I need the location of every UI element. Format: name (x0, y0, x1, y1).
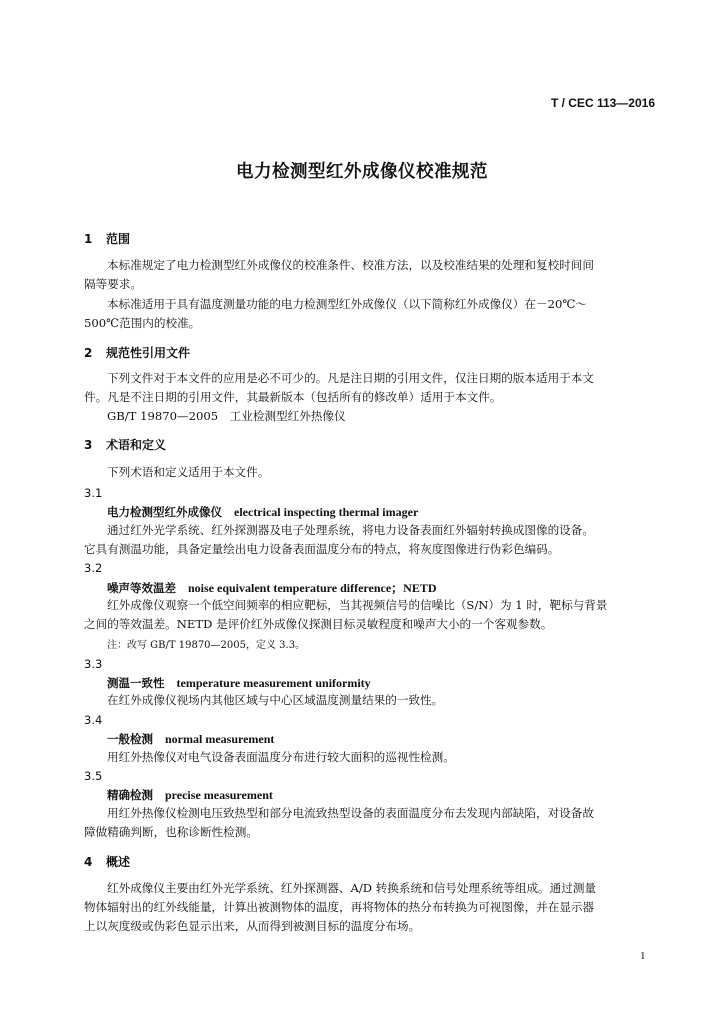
subsection-number: 3.5 (84, 769, 103, 783)
paragraph-line: 之间的等效温差。NETD 是评价红外成像仪探测目标灵敏程度和噪声大小的一个客观参数。 (84, 617, 553, 631)
section-3-heading (84, 436, 166, 453)
section-2-heading (84, 344, 190, 361)
section-number: 1 (84, 232, 93, 246)
page-number: 1 (640, 950, 646, 962)
paragraph-line: 用红外热像仪对电气设备表面温度分布进行较大面积的巡视性检测。 (107, 750, 455, 764)
term-en: noise equivalent temperature difference；NETD (188, 581, 437, 595)
term-en: temperature measurement uniformity (176, 676, 371, 690)
paragraph-line: 物体辐射出的红外线能量，计算出被测物体的温度，再将物体的热分布转换为可视图像，并在显示器 (84, 900, 595, 914)
term-en: normal measurement (165, 732, 275, 746)
term-heading (107, 504, 418, 520)
paragraph-line: 障做精确判断，也称诊断性检测。 (84, 825, 258, 839)
subsection-number: 3.3 (84, 657, 103, 671)
paragraph-line: 上以灰度级或伪彩色显示出来，从而得到被测目标的温度分布场。 (84, 919, 421, 933)
paragraph-line: 本标准适用于具有温度测量功能的电力检测型红外成像仪（以下简称红外成像仪）在－20℃～ (107, 297, 587, 311)
term-en: electrical inspecting thermal imager (234, 505, 419, 519)
paragraph-line: 在红外成像仪视场内其他区域与中心区域温度测量结果的一致性。 (107, 693, 444, 707)
reference-item: GB/T 19870—2005 工业检测型红外热像仪 (107, 409, 346, 423)
paragraph-line: 500℃范围内的校准。 (84, 316, 201, 330)
section-number: 2 (84, 346, 93, 360)
standard-number: T / CEC 113—2016 (550, 96, 655, 110)
subsection-number: 3.1 (84, 486, 103, 500)
term-zh: 测温一致性 (107, 676, 165, 690)
paragraph-line: 隔等要求。 (84, 277, 142, 291)
section-title: 范围 (106, 232, 131, 246)
section-title: 概述 (106, 855, 131, 869)
subsection-number: 3.2 (84, 561, 103, 575)
subsection-number: 3.4 (84, 713, 103, 727)
paragraph-line: 下列文件对于本文件的应用是必不可少的。凡是注日期的引用文件，仅注日期的版本适用于本文 (107, 371, 594, 385)
term-zh: 电力检测型红外成像仪 (107, 505, 222, 519)
paragraph-line: 红外成像仪观察一个低空间频率的相应靶标，当其视频信号的信噪比（S/N）为 1 时，靶标与背景 (107, 598, 608, 612)
term-zh: 噪声等效温差 (107, 581, 176, 595)
section-title: 术语和定义 (106, 438, 167, 452)
section-1-heading (84, 230, 130, 247)
term-heading (107, 787, 273, 803)
term-heading (107, 675, 371, 691)
paragraph-line: 下列术语和定义适用于本文件。 (107, 465, 270, 479)
paragraph-line: 红外成像仪主要由红外光学系统、红外探测器、A/D 转换系统和信号处理系统等组成。通过测量 (107, 881, 597, 895)
section-title: 规范性引用文件 (106, 346, 191, 360)
paragraph-line: 通过红外光学系统、红外探测器及电子处理系统，将电力设备表面红外辐射转换成图像的设备。 (107, 523, 594, 537)
paragraph-line: 本标准规定了电力检测型红外成像仪的校准条件、校准方法，以及校准结果的处理和复校时间间 (107, 258, 594, 272)
section-4-heading (84, 853, 130, 870)
page-title: 电力检测型红外成像仪校准规范 (236, 162, 488, 182)
section-number: 3 (84, 438, 93, 452)
term-zh: 精确检测 (107, 788, 153, 802)
paragraph-line: 它具有测温功能，具备定量绘出电力设备表面温度分布的特点，将灰度图像进行伪彩色编码。 (84, 542, 560, 556)
paragraph-line: 件。凡是不注日期的引用文件，其最新版本（包括所有的修改单）适用于本文件。 (84, 390, 502, 404)
paragraph-line: 用红外热像仪检测电压致热型和部分电流致热型设备的表面温度分布去发现内部缺陷，对设备故 (107, 806, 594, 820)
term-en: precise measurement (165, 788, 273, 802)
section-number: 4 (84, 855, 93, 869)
term-heading (107, 731, 274, 747)
term-zh: 一般检测 (107, 732, 153, 746)
note: 注：改写 GB/T 19870—2005，定义 3.3。 (107, 640, 306, 651)
term-heading (107, 579, 437, 596)
